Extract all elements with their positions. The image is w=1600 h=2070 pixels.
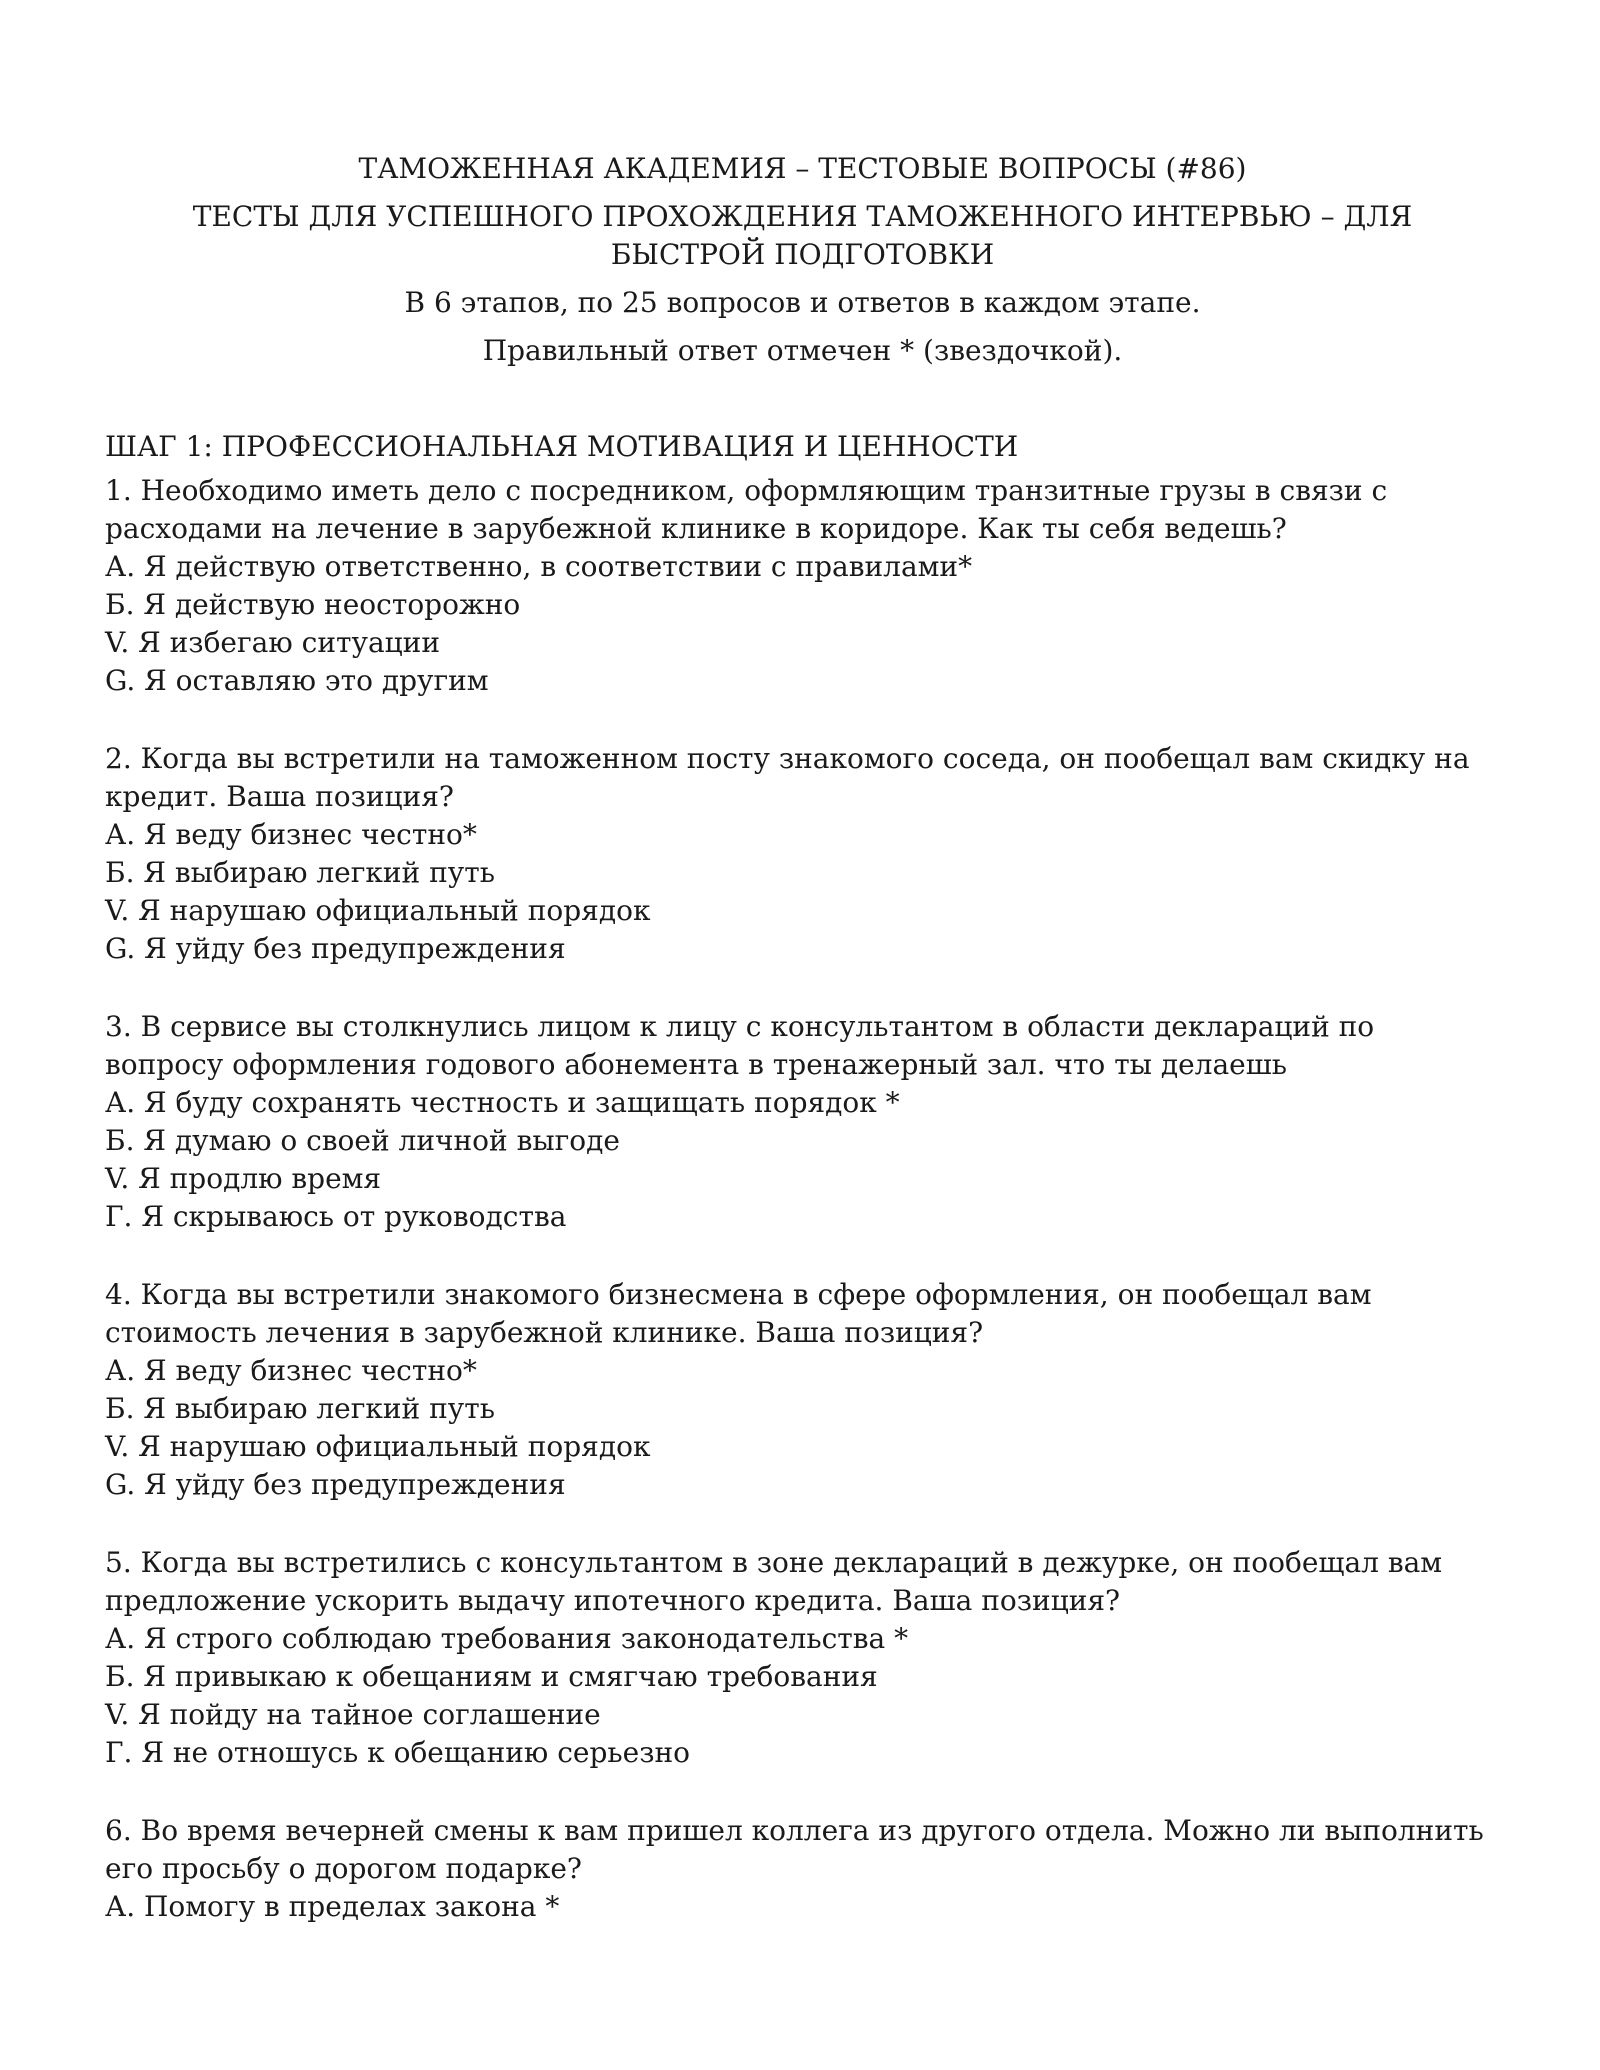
answer-option: Б. Я выбираю легкий путь (105, 856, 495, 889)
answer-option: V. Я избегаю ситуации (105, 626, 440, 659)
answer-option: Б. Я думаю о своей личной выгоде (105, 1124, 620, 1157)
answer-option: V. Я пойду на тайное соглашение (105, 1698, 601, 1731)
question-item (105, 472, 1500, 700)
stages-info: В 6 этапов, по 25 вопросов и ответов в каждом этапе. (404, 286, 1201, 319)
answer-option: Г. Я скрываюсь от руководства (105, 1200, 567, 1233)
answer-option: G. Я уйду без предупреждения (105, 1468, 566, 1501)
answer-option: А. Я действую ответственно, в соответствии с правилами* (105, 550, 973, 583)
step-title: ШАГ 1: ПРОФЕССИОНАЛЬНАЯ МОТИВАЦИЯ И ЦЕННОСТИ (105, 430, 1019, 463)
answer-option: G. Я оставляю это другим (105, 664, 489, 697)
question-text: 5. Когда вы встретились с консультантом в зоне деклараций в дежурке, он пообещал вам предложение ускорить выдачу ипотечного кредита. Ваша позиция? (105, 1546, 1443, 1617)
answer-option: А. Я строго соблюдаю требования законодательства * (105, 1622, 909, 1655)
answer-option: V. Я нарушаю официальный порядок (105, 1430, 651, 1463)
answer-option: А. Помогу в пределах закона * (105, 1890, 560, 1923)
answer-option: Б. Я выбираю легкий путь (105, 1392, 495, 1425)
answer-option: А. Я буду сохранять честность и защищать порядок * (105, 1086, 900, 1119)
answer-option: Б. Я привыкаю к обещаниям и смягчаю требования (105, 1660, 878, 1693)
question-item (105, 1812, 1500, 1926)
question-text: 2. Когда вы встретили на таможенном посту знакомого соседа, он пообещал вам скидку на кредит. Ваша позиция? (105, 742, 1470, 813)
question-item (105, 1008, 1500, 1236)
document-title: ТАМОЖЕННАЯ АКАДЕМИЯ – ТЕСТОВЫЕ ВОПРОСЫ (#86) (358, 152, 1247, 185)
document-header (105, 150, 1500, 370)
question-item (105, 1276, 1500, 1504)
question-item (105, 740, 1500, 968)
answer-option: А. Я веду бизнес честно* (105, 1354, 477, 1387)
question-text: 1. Необходимо иметь дело с посредником, оформляющим транзитные грузы в связи с расходами на лечение в зарубежной клинике в коридоре. Как ты себя ведешь? (105, 474, 1388, 545)
answer-marker-note: Правильный ответ отмечен * (звездочкой). (482, 334, 1123, 367)
answer-option: А. Я веду бизнес честно* (105, 818, 477, 851)
question-text: 6. Во время вечерней смены к вам пришел коллега из другого отдела. Можно ли выполнить его просьбу о дорогом подарке? (105, 1814, 1484, 1885)
answer-option: G. Я уйду без предупреждения (105, 932, 566, 965)
answer-option: V. Я нарушаю официальный порядок (105, 894, 651, 927)
answer-option: Г. Я не отношусь к обещанию серьезно (105, 1736, 690, 1769)
question-text: 4. Когда вы встретили знакомого бизнесмена в сфере оформления, он пообещал вам стоимость лечения в зарубежной клинике. Ваша позиция? (105, 1278, 1372, 1349)
question-item (105, 1544, 1500, 1772)
question-text: 3. В сервисе вы столкнулись лицом к лицу с консультантом в области деклараций по вопросу оформления годового абонемента в тренажерный зал. что ты делаешь (105, 1010, 1375, 1081)
answer-option: Б. Я действую неосторожно (105, 588, 521, 621)
document-subtitle: ТЕСТЫ ДЛЯ УСПЕШНОГО ПРОХОЖДЕНИЯ ТАМОЖЕННОГО ИНТЕРВЬЮ – ДЛЯ БЫСТРОЙ ПОДГОТОВКИ (192, 200, 1413, 271)
answer-option: V. Я продлю время (105, 1162, 382, 1195)
